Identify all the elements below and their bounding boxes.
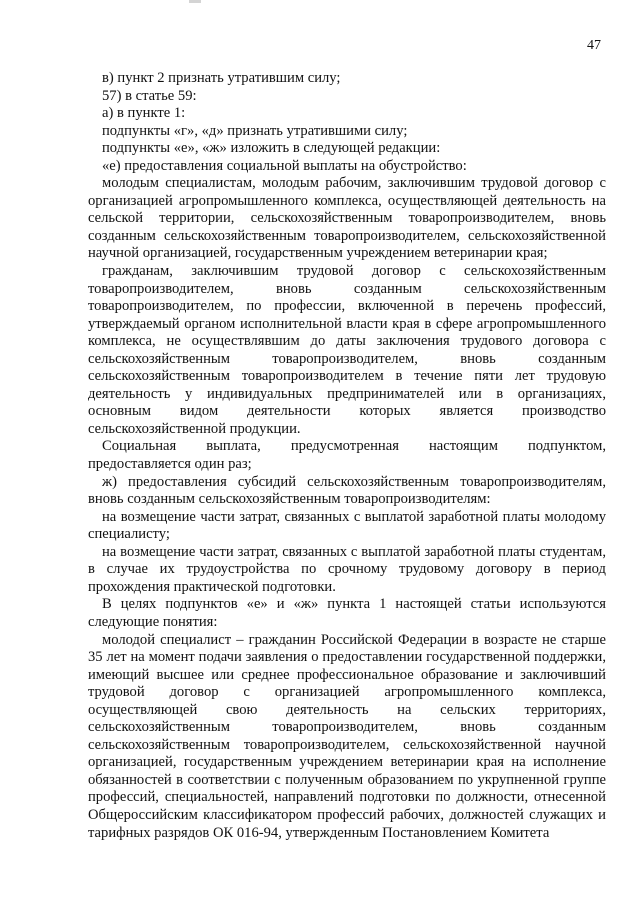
paragraph: 57) в статье 59: (102, 87, 197, 104)
paragraph: «е) предоставления социальной выплаты на обустройство: (102, 157, 467, 174)
scan-artifact (189, 0, 201, 3)
paragraph: а) в пункте 1: (102, 105, 186, 122)
paragraph: Социальная выплата, предусмотренная настоящим подпунктом, предоставляется один раз; (88, 438, 606, 473)
paragraph: В целях подпунктов «е» и «ж» пункта 1 настоящей статьи используются следующие понятия: (88, 596, 606, 630)
paragraph: подпункты «г», «д» признать утратившими силу; (102, 122, 408, 139)
document-body (88, 70, 606, 842)
page-number: 47 (587, 38, 601, 53)
paragraph: на возмещение части затрат, связанных с выплатой заработной платы студентам, в случае их трудоустройства по срочному трудовому договору в период прохождения практической подготовки. (88, 543, 606, 595)
paragraph: гражданам, заключившим трудовой договор с сельскохозяйственным товаропроизводителем, вновь созданным сельскохозяйственным товаропроизводителем, по профессии, включенной в перечень профессий, утверждаемый органом исполнительной власти края в сфере агропромышленного комплекса, не осуществлявшим до даты заключения трудового договора с сельскохозяйственным товаропроизводителем, вновь созданным сельскохозяйственным товаропроизводителем в течение пяти лет трудовую деятельность у индивидуальных предпринимателей или в организациях, основным видом деятельности которых является производство сельскохозяйственной продукции. (88, 263, 606, 437)
paragraph: молодой специалист – гражданин Российской Федерации в возрасте не старше 35 лет на момент подачи заявления о предоставлении государственной поддержки, имеющий высшее или среднее профессиональное образование и заключивший трудовой договор с организацией агропромышленного комплекса, осуществляющей свою деятельность на сельских территориях, сельскохозяйственным товаропроизводителем, вновь созданным сельскохозяйственным товаропроизводителем, сельскохозяйственной научной организацией, государственным учреждением ветеринарии края на исполнение обязанностей в соответствии с полученным образованием по укрупненной группе профессий, специальностей, направлений подготовки по должности, отнесенной Общероссийским классификатором профессий рабочих, должностей служащих и тарифных разрядов ОК 016-94, утвержденным Постановлением Комитета (88, 631, 606, 841)
paragraph: на возмещение части затрат, связанных с выплатой заработной платы молодому специалисту; (88, 508, 606, 543)
paragraph: подпункты «е», «ж» изложить в следующей редакции: (102, 140, 441, 157)
paragraph: в) пункт 2 признать утратившим силу; (102, 70, 341, 86)
paragraph: молодым специалистам, молодым рабочим, заключившим трудовой договор с организацией агропромышленного комплекса, осуществляющей деятельность на сельской территории, сельскохозяйственным товаропроизводителем, вновь созданным сельскохозяйственным товаропроизводителем, сельскохозяйственной научной организацией, государственным учреждением ветеринарии края; (88, 175, 606, 262)
paragraph: ж) предоставления субсидий сельскохозяйственным товаропроизводителям, вновь созданным сельскохозяйственным товаропроизводителям: (88, 473, 606, 508)
